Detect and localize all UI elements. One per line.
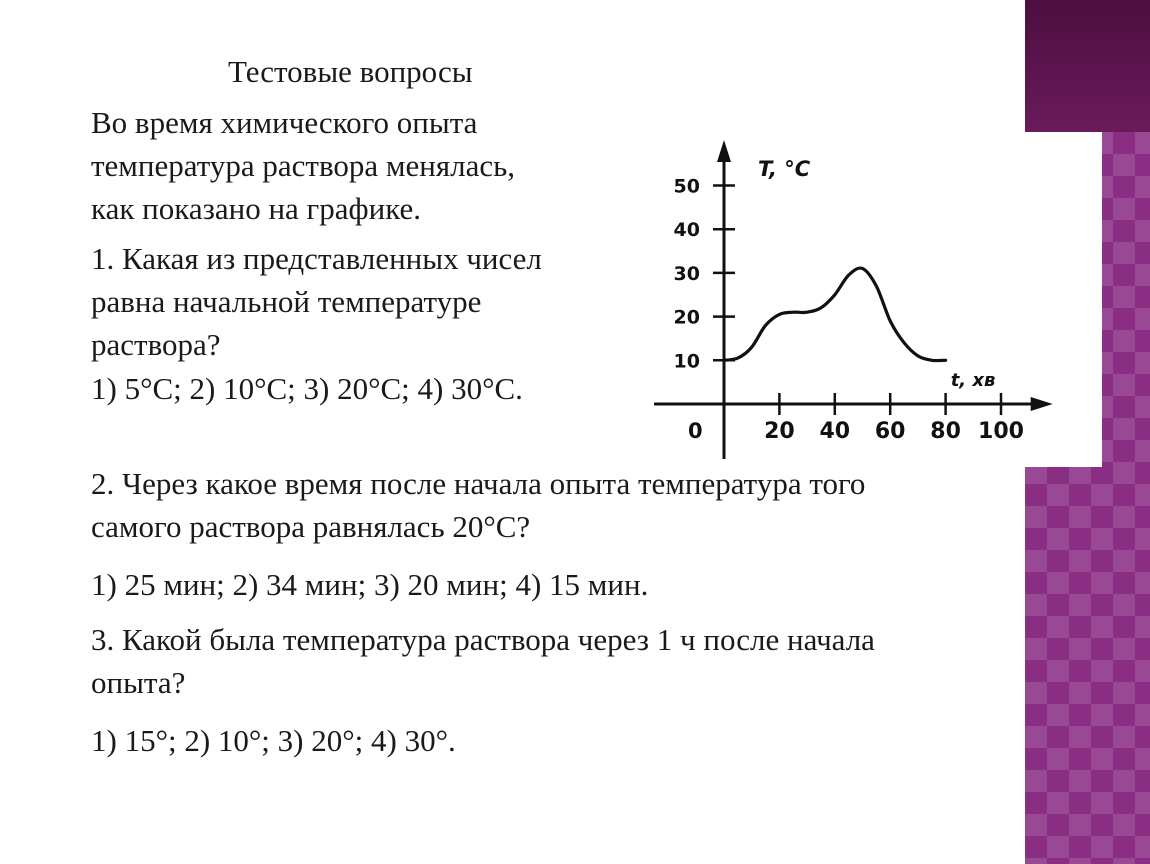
y-axis-label: T, °C [758,157,811,181]
question-2-line: самого раствора равнялась 20°C? [91,509,531,544]
question-1-line: раствора? [91,327,221,362]
question-3-line: опыта? [91,665,186,700]
intro-line: как показано на графике. [91,191,421,226]
temperature-curve [724,268,946,361]
question-2 [91,462,865,548]
y-axis-arrow [717,140,731,162]
y-tick-label: 30 [673,262,700,285]
x-axis-arrow [1031,397,1053,411]
intro-text [91,101,515,230]
x-tick-label: 40 [819,419,851,444]
x-tick-label: 20 [764,419,795,444]
y-tick-label: 10 [673,350,700,373]
x-tick-label: 80 [930,419,961,444]
question-3 [91,618,875,704]
question-1-line: 1. Какая из представленных чисел [91,241,542,276]
question-1-options: 1) 5°C; 2) 10°C; 3) 20°C; 4) 30°C. [91,371,523,406]
temperature-graph [632,132,1102,467]
question-2-options: 1) 25 мин; 2) 34 мин; 3) 20 мин; 4) 15 мин. [91,567,649,602]
x-tick-label: 100 [978,419,1024,444]
question-1-line: равна начальной температуре [91,284,482,319]
x-tick-label: 60 [874,419,906,444]
y-tick-label: 40 [673,219,700,242]
temperature-chart [632,132,1102,467]
question-3-line: 3. Какой была температура раствора через 1 ч после начала [91,622,875,657]
question-3-options: 1) 15°; 2) 10°; 3) 20°; 4) 30°. [91,723,456,758]
chart-axes [654,140,1053,459]
y-tick-label: 20 [673,306,700,329]
slide-title: Тестовые вопросы [228,54,473,89]
question-2-line: 2. Через какое время после начала опыта температура того [91,466,866,501]
x-axis-label: t, хв [950,370,996,391]
intro-line: Во время химического опыта [91,105,478,140]
y-tick-label: 50 [673,175,700,198]
decorative-side-band-top [1025,0,1150,132]
intro-line: температура раствора менялась, [91,148,515,183]
question-1 [91,237,542,366]
origin-label: 0 [688,419,703,443]
